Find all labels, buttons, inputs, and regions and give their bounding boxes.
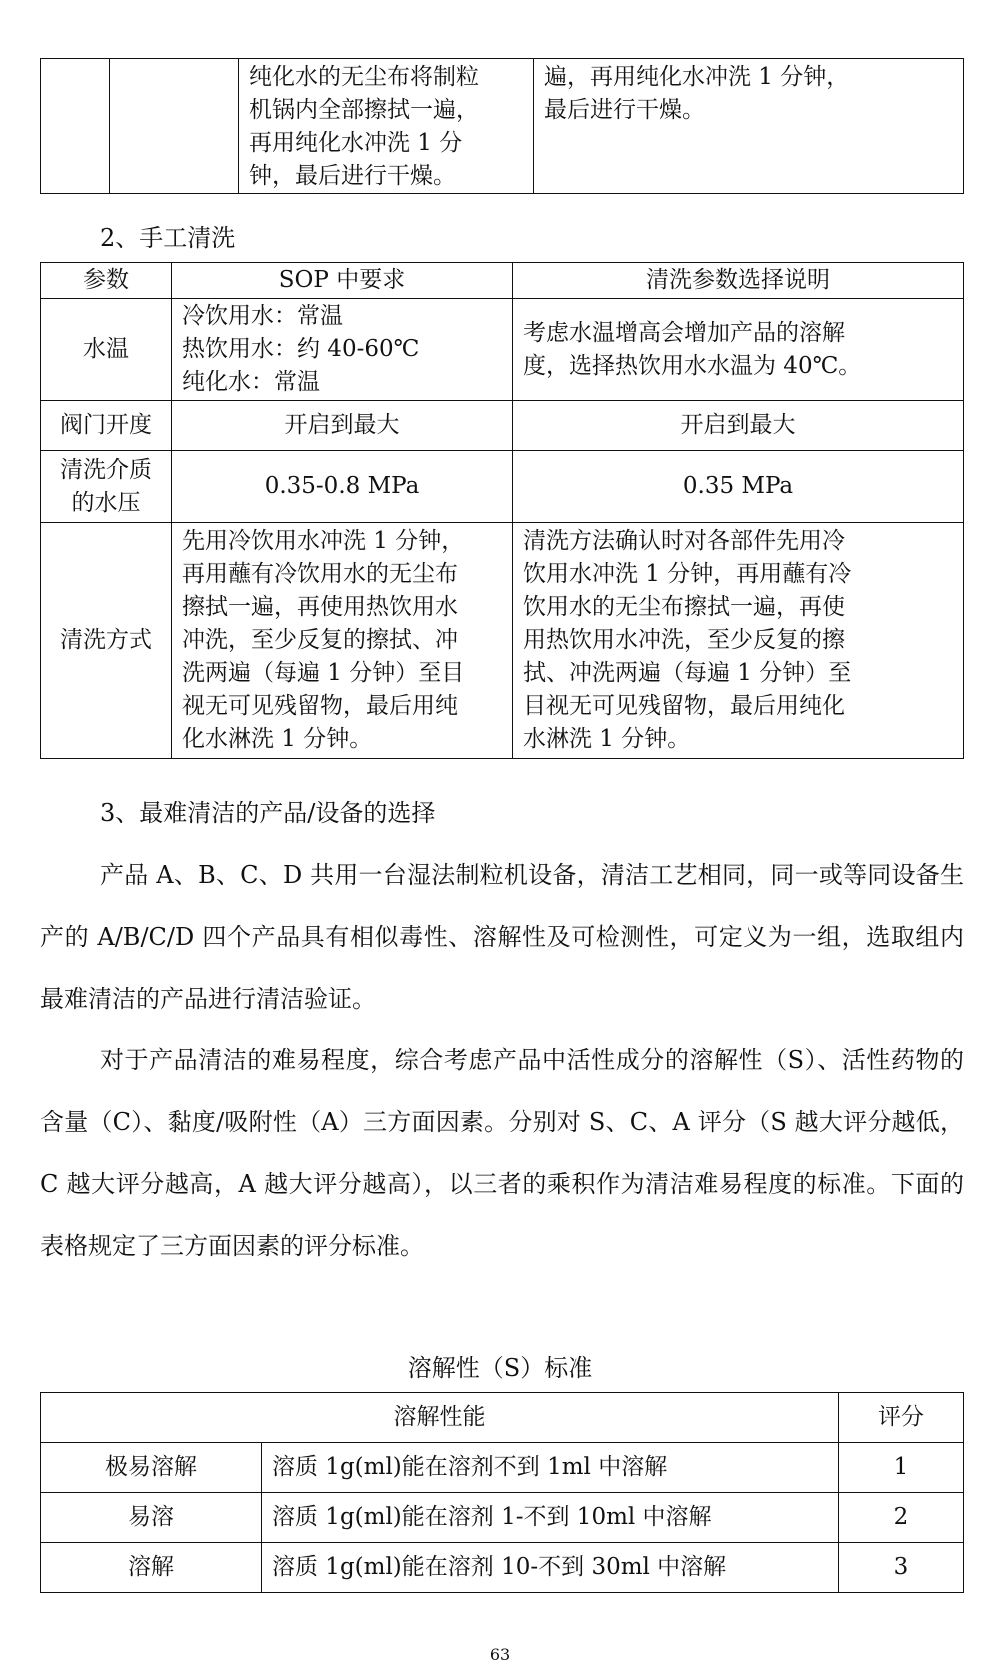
solubility-name: 极易溶解 bbox=[41, 1443, 262, 1493]
solubility-desc: 溶质 1g(ml)能在溶剂不到 1ml 中溶解 bbox=[262, 1443, 839, 1493]
table-cell: 纯化水的无尘布将制粒 机锅内全部擦拭一遍， 再用纯化水冲洗 1 分 钟，最后进行干燥。 bbox=[239, 59, 534, 194]
continued-table bbox=[40, 58, 964, 194]
note-cell: 开启到最大 bbox=[513, 401, 964, 451]
table-header: 评分 bbox=[839, 1393, 964, 1443]
table-cell bbox=[41, 59, 110, 194]
param-cell: 阀门开度 bbox=[41, 401, 172, 451]
table-header: 参数 bbox=[41, 263, 172, 299]
table-header: 溶解性能 bbox=[41, 1393, 839, 1443]
table-header: SOP 中要求 bbox=[172, 263, 513, 299]
table-cell: 遍，再用纯化水冲洗 1 分钟， 最后进行干燥。 bbox=[534, 59, 964, 194]
sop-cell: 先用冷饮用水冲洗 1 分钟， 再用蘸有冷饮用水的无尘布 擦拭一遍，再使用热饮用水 冲洗，至少反复的擦拭、冲 洗两遍（每遍 1 分钟）至目 视无可见残留物，最后用纯 化水淋洗 1 分钟。 bbox=[172, 523, 513, 759]
manual-cleaning-table bbox=[40, 262, 964, 759]
table-cell bbox=[110, 59, 239, 194]
table-caption: 溶解性（S）标准 bbox=[407, 1354, 593, 1382]
solubility-name: 溶解 bbox=[41, 1543, 262, 1593]
table-row bbox=[41, 401, 964, 451]
section-heading: 2、手工清洗 bbox=[100, 224, 236, 252]
solubility-table bbox=[40, 1392, 964, 1593]
note-cell: 考虑水温增高会增加产品的溶解 度，选择热饮用水水温为 40℃。 bbox=[513, 299, 964, 401]
note-cell: 清洗方法确认时对各部件先用冷 饮用水冲洗 1 分钟，再用蘸有冷 饮用水的无尘布擦拭一遍，再使 用热饮用水冲洗，至少反复的擦 拭、冲洗两遍（每遍 1 分钟）至 目视无可见残留物，最后用纯化 水淋洗 1 分钟。 bbox=[513, 523, 964, 759]
sop-cell: 开启到最大 bbox=[172, 401, 513, 451]
table-row bbox=[41, 1443, 964, 1493]
solubility-desc: 溶质 1g(ml)能在溶剂 1-不到 10ml 中溶解 bbox=[262, 1493, 839, 1543]
table-row bbox=[41, 523, 964, 759]
solubility-score: 1 bbox=[839, 1443, 964, 1493]
solubility-name: 易溶 bbox=[41, 1493, 262, 1543]
sop-cell: 冷饮用水：常温 热饮用水：约 40-60℃ 纯化水：常温 bbox=[172, 299, 513, 401]
table-row bbox=[41, 451, 964, 523]
table-row bbox=[41, 1493, 964, 1543]
solubility-desc: 溶质 1g(ml)能在溶剂 10-不到 30ml 中溶解 bbox=[262, 1543, 839, 1593]
param-cell: 清洗介质 的水压 bbox=[41, 451, 172, 523]
param-cell: 水温 bbox=[41, 299, 172, 401]
solubility-score: 2 bbox=[839, 1493, 964, 1543]
section-heading: 3、最难清洁的产品/设备的选择 bbox=[100, 799, 436, 827]
body-paragraph: 产品 A、B、C、D 共用一台湿法制粒机设备，清洁工艺相同，同一或等同设备生产的 A/B/C/D 四个产品具有相似毒性、溶解性及可检测性，可定义为一组，选取组内最难清洁的产品进行清洁验证。 bbox=[40, 861, 964, 1013]
body-paragraph: 对于产品清洁的难易程度，综合考虑产品中活性成分的溶解性（S）、活性药物的含量（C）、黏度/吸附性（A）三方面因素。分别对 S、C、A 评分（S 越大评分越低，C 越大评分越高，A 越大评分越高），以三者的乘积作为清洁难易程度的标准。下面的表格规定了三方面因素的评分标准。 bbox=[40, 1046, 964, 1260]
note-cell: 0.35 MPa bbox=[513, 451, 964, 523]
param-cell: 清洗方式 bbox=[41, 523, 172, 759]
table-row bbox=[41, 299, 964, 401]
page-number: 63 bbox=[489, 1645, 511, 1664]
table-row bbox=[41, 1543, 964, 1593]
solubility-score: 3 bbox=[839, 1543, 964, 1593]
table-header: 清洗参数选择说明 bbox=[513, 263, 964, 299]
sop-cell: 0.35-0.8 MPa bbox=[172, 451, 513, 523]
